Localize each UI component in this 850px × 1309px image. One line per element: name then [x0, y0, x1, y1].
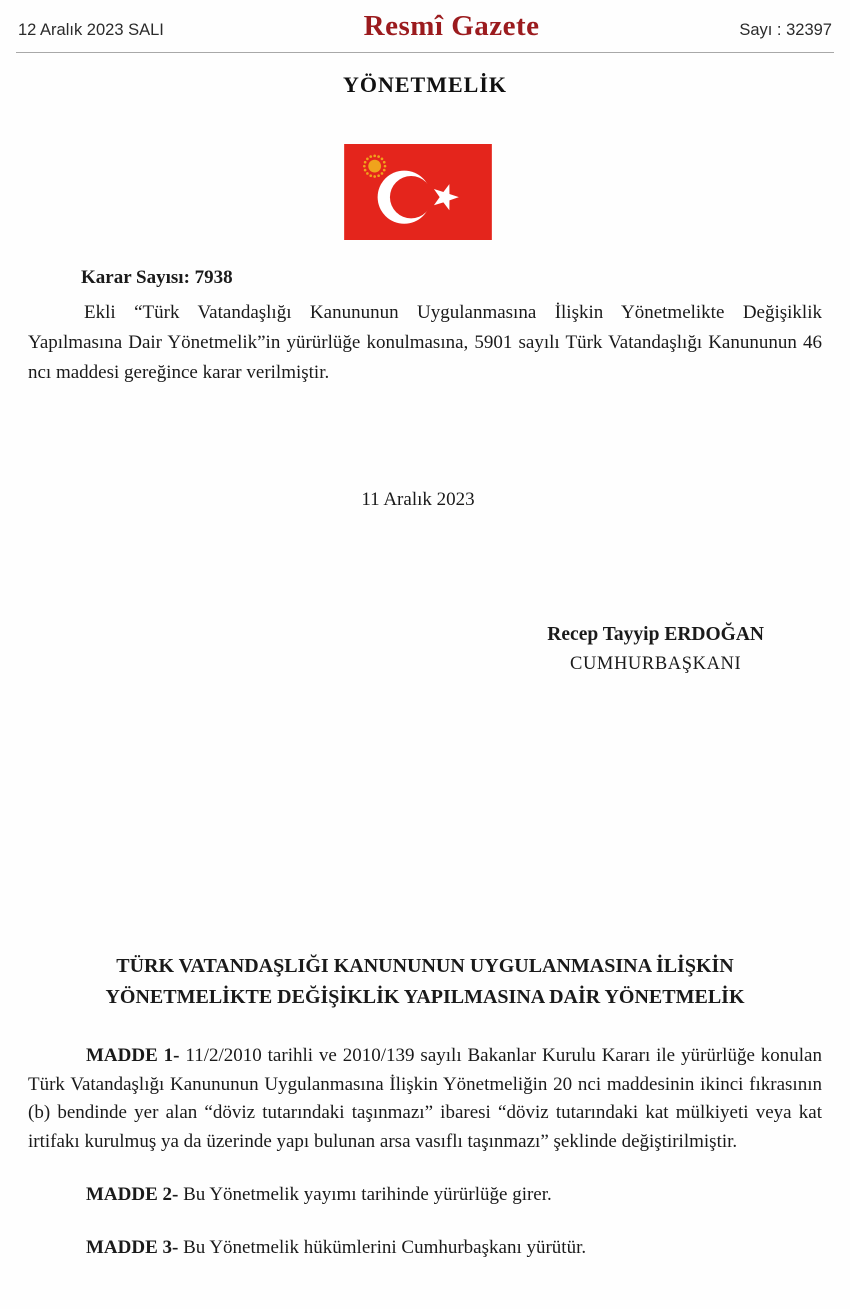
decree-number: Karar Sayısı: 7938 — [81, 267, 233, 288]
article-3-label: MADDE 3- — [86, 1236, 179, 1258]
article-1-label: MADDE 1- — [86, 1045, 180, 1066]
masthead-issue-number: Sayı : 32397 — [739, 21, 832, 39]
signatory-name: Recep Tayyip ERDOĞAN — [547, 624, 764, 645]
section-heading-yonetmelik: YÖNETMELİK — [342, 72, 508, 97]
masthead-date: 12 Aralık 2023 SALI — [18, 21, 164, 39]
article-1-text: 11/2/2010 tarihli ve 2010/139 sayılı Bakanlar Kurulu Kararı ile yürürlüğe konulan Türk Vatandaşlığı Kanununun Uygulanmasına İlişkin Yönetmeliğin 20 nci maddesinin ikinci fıkrasının (b) bendinde yer alan “döviz tutarındaki taşınmazı” ibaresi “döviz tutarındaki kat mülkiyeti veya kat irtifakı kurulmuş ya da üzerinde yapı bulunan arsa vasıflı taşınmazı” şeklinde değiştirilmiştir. — [28, 1045, 822, 1152]
article-2-label: MADDE 2- — [86, 1184, 179, 1205]
turkish-flag — [0, 144, 836, 240]
gazette-title: Resmî Gazete — [363, 10, 540, 42]
regulation-title-line1: TÜRK VATANDAŞLIĞI KANUNUNUN UYGULANMASINA İLİŞKİN — [116, 955, 734, 977]
regulation-title — [28, 951, 822, 1013]
turkish-flag-image — [344, 144, 492, 240]
decree-body-paragraph: Ekli “Türk Vatandaşlığı Kanununun Uygulanmasına İlişkin Yönetmelikte Değişiklik Yapılmasına Dair Yönetmelik”in yürürlüğe konulmasına, 5901 sayılı Türk Vatandaşlığı Kanununun 46 ncı maddesi gereğince karar verilmiştir. — [28, 302, 822, 383]
article-2-text: Bu Yönetmelik yayımı tarihinde yürürlüğe girer. — [178, 1184, 552, 1205]
masthead — [16, 0, 834, 53]
article-madde-2 — [28, 1181, 822, 1210]
signature-block — [547, 624, 764, 675]
regulation-title-line2: YÖNETMELİKTE DEĞİŞİKLİK YAPILMASINA DAİR YÖNETMELİK — [105, 986, 745, 1008]
decree-date: 11 Aralık 2023 — [361, 489, 475, 510]
article-madde-1 — [28, 1042, 822, 1156]
article-3-text: Bu Yönetmelik hükümlerini Cumhurbaşkanı yürütür. — [178, 1236, 587, 1258]
article-madde-3 — [28, 1234, 822, 1263]
signatory-title: CUMHURBAŞKANI — [570, 654, 742, 674]
